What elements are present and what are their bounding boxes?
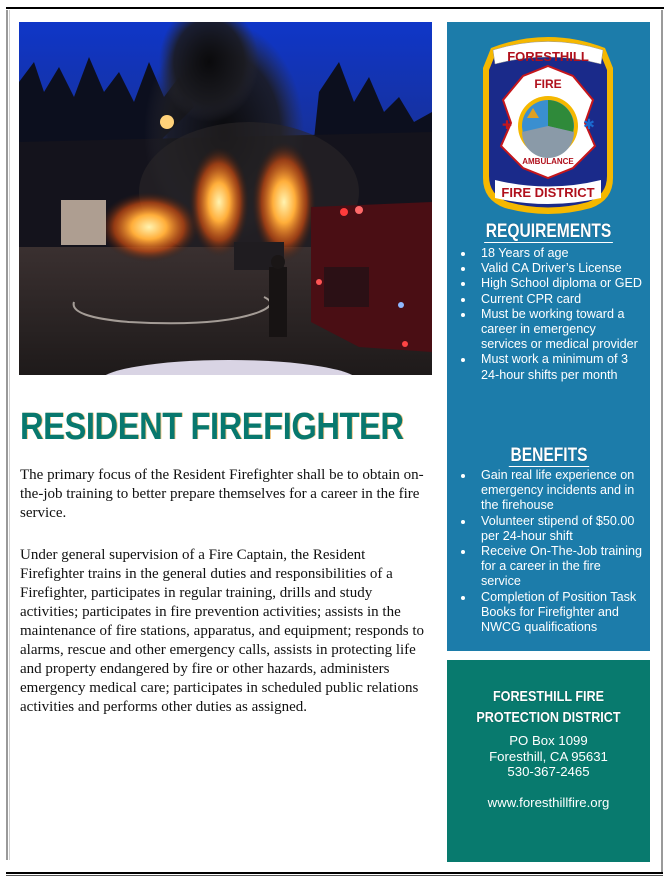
benefit-item: Completion of Position Task Books for Firefighter and NWCG qualifications — [447, 590, 650, 636]
requirement-item: 18 Years of age — [447, 246, 650, 261]
fire-scene-photo — [19, 22, 432, 375]
po-box: PO Box 1099 — [509, 733, 588, 748]
page-border-bottom-inner — [6, 875, 663, 876]
benefits-list — [447, 468, 650, 635]
benefit-item: Volunteer stipend of $50.00 per 24-hour shift — [447, 514, 650, 544]
page-border-top — [6, 7, 664, 9]
website-link[interactable]: www.foresthillfire.org — [487, 795, 610, 810]
requirement-item: Current CPR card — [447, 292, 650, 307]
badge-text-ambulance: AMBULANCE — [522, 157, 574, 166]
phone-number: 530-367-2465 — [507, 764, 590, 779]
page-title: RESIDENT FIREFIGHTER — [20, 406, 404, 448]
city-state-zip: Foresthill, CA 95631 — [489, 748, 608, 764]
intro-paragraph: The primary focus of the Resident Firefighter shall be to obtain on-the-job training to better prepare themselves for a career in the fire service. — [20, 467, 424, 521]
benefits-heading: BENEFITS — [509, 445, 588, 466]
mailing-address — [447, 733, 650, 780]
requirement-item: Valid CA Driver’s License — [447, 261, 650, 276]
contact-panel — [447, 660, 650, 862]
requirements-heading: REQUIREMENTS — [485, 221, 612, 242]
duties-paragraph: Under general supervision of a Fire Captain, the Resident Firefighter trains in the general duties and responsibilities of a Firefighter, participates in regular training, drills and study activities; participates in fire prevention activities; assists in the maintenance of fire stations, apparatus, and equipment; responds to alarms, rescue and other emergency calls, assists in protecting life and property endangered by fire or other hazards, administers emergency medical care; participates in scheduled public relations activities and performs other duties as assigned. — [20, 547, 425, 715]
benefit-item: Gain real life experience on emergency incidents and in the firehouse — [447, 468, 650, 514]
svg-text:✚: ✚ — [501, 118, 513, 132]
organization-name: FORESTHILL FIRE PROTECTION DISTRICT — [476, 688, 621, 726]
page-border-left-inner — [9, 10, 10, 860]
requirements-list — [447, 246, 650, 383]
requirement-item: Must be working toward a career in emergency services or medical provider — [447, 307, 650, 353]
svg-text:✱: ✱ — [583, 116, 595, 132]
fire-district-badge-logo — [473, 28, 623, 218]
badge-text-foresthill: FORESTHILL — [507, 49, 589, 64]
badge-text-fire-district: FIRE DISTRICT — [501, 185, 595, 200]
page-border-left — [6, 10, 8, 860]
benefit-item: Receive On-The-Job training for a career in the fire service — [447, 544, 650, 590]
page-border-bottom — [6, 872, 663, 874]
requirement-item: High School diploma or GED — [447, 276, 650, 291]
badge-text-fire: FIRE — [534, 77, 562, 91]
requirements-panel — [447, 22, 650, 651]
requirement-item: Must work a minimum of 3 24-hour shifts per month — [447, 352, 650, 382]
page-border-right — [661, 10, 663, 872]
